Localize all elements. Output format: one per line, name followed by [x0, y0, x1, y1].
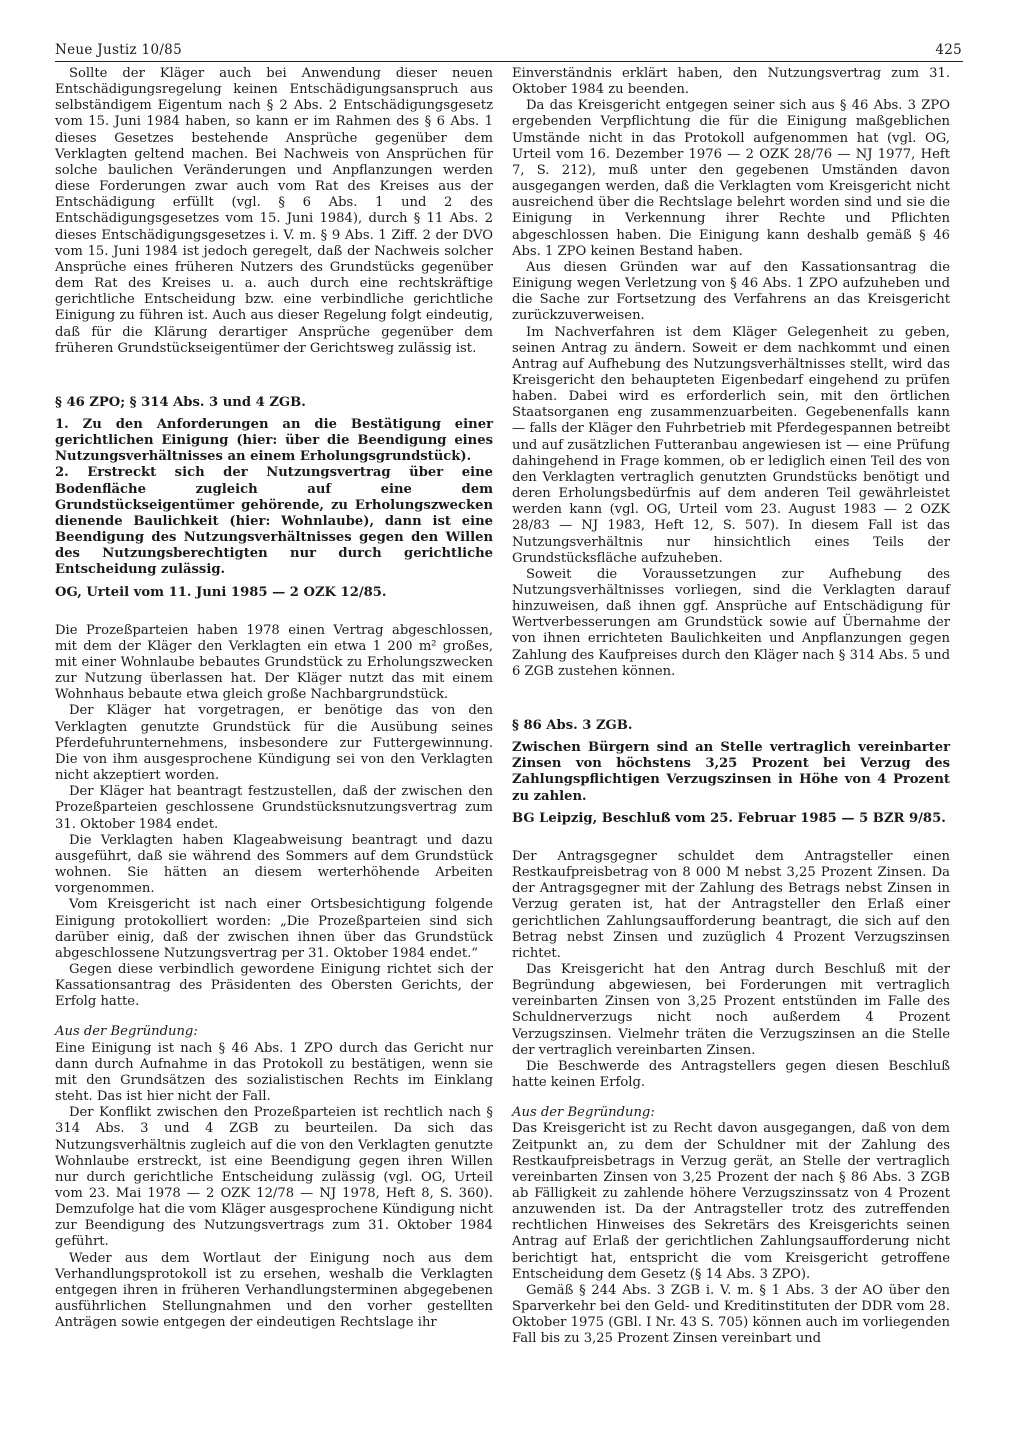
continued-paragraph-5: Soweit die Voraussetzungen zur Aufhebung des Nutzungsverhältnisses vorliegen, sind die Verklagten darauf hinzuweisen, daß ihnen ggf. Ansprüche auf Entschädigung für Wertverbesserungen am Grundstück sowie auf Übernahme der von ihnen errichteten Baulichkeiten und Anpflanzungen gegen Zahlung des Kaufpreises durch den Kläger nach § 314 Abs. 5 und 6 ZGB zustehen können. — [512, 566, 950, 679]
case1-lead-2: 2. Erstreckt sich der Nutzungsvertrag über eine Bodenfläche zugleich auf eine dem Grundstückseigentümer gehörende, zu Erholungszwecken dienende Baulichkeit (hier: Wohnlaube), dann ist eine Beendigung des Nutzungsverhältnisses gegen den Willen des Nutzungsberechtigten nur durch gerichtliche Entscheidung zulässig. — [55, 465, 493, 578]
reasons2-heading: Aus der Begründung: — [512, 1105, 655, 1121]
right-column — [512, 66, 950, 1348]
facts-paragraph-5: Vom Kreisgericht ist nach einer Ortsbesichtigung folgende Einigung protokolliert worden: „Die Prozeßparteien sind sich darüber einig, daß der zwischen ihnen über das Grundstück abgeschlossene Nutzungsvertrag per 31. Oktober 1984 endet.“ — [55, 897, 493, 961]
reasons2-paragraph-1: Das Kreisgericht ist zu Recht davon ausgegangen, daß von dem Zeitpunkt an, zu dem der Schuldner mit der Zahlung des Restkaufpreisbetrags in Verzug gerät, an Stelle der vertraglich vereinbarten Zinsen von 3,25 Prozent der nach § 86 Abs. 3 ZGB ab Fälligkeit zu zahlende höhere Verzugszinssatz von 4 Prozent anzuwenden ist. Da der Antragsteller trotz des zutreffenden rechtlichen Hinweises des Sekretärs des Kreisgerichts seinen Antrag auf Erlaß der gerichtlichen Zahlungsaufforderung nicht berichtigt hat, entspricht die vom Kreisgericht getroffene Entscheidung dem Gesetz (§ 14 Abs. 3 ZPO). — [512, 1121, 950, 1282]
continued-paragraph-4: Im Nachverfahren ist dem Kläger Gelegenheit zu geben, seinen Antrag zu ändern. Soweit er dem nachkommt und einen Antrag auf Aufhebung des Nutzungsverhältnisses stellt, wird das Kreisgericht den behaupteten Eigenbedarf eingehend zu prüfen haben. Dabei wird es erforderlich sein, mit den örtlichen Staatsorganen eng zusammenzuarbeiten. Gegebenenfalls kann — falls der Kläger den Fuhrbetrieb mit Pferdegespannen betreibt und auf zusätzlichen Futteranbau angewiesen ist — eine Prüfung dahingehend in Frage kommen, ob er lediglich einen Teil des von den Verklagten vertraglich genutzten Grundstücks benötigt und deren Erholungsbedürfnis auf dem anderen Teil gewährleistet werden kann (vgl. OG, Urteil vom 23. August 1983 — 2 OZK 28/83 — NJ 1983, Heft 12, S. 507). In diesem Fall ist das Nutzungsverhältnis nur hinsichtlich eines Teils der Grundstücksfläche aufzuheben. — [512, 324, 950, 566]
journal-title: Neue Justiz 10/85 — [55, 42, 182, 58]
continued-paragraph-3: Aus diesen Gründen war auf den Kassationsantrag die Einigung wegen Verletzung von § 46 Abs. 1 ZPO aufzuheben und die Sache zur Fortsetzung des Verfahrens an das Kreisgericht zurückzuverweisen. — [512, 259, 950, 324]
reasons-paragraph-3: Weder aus dem Wortlaut der Einigung noch aus dem Verhandlungsprotokoll ist zu ersehen, weshalb die Verklagten entgegen ihren in früheren Verhandlungsterminen abgegebenen ausführlichen Stellungnahmen und den vorher gestellten Anträgen sowie entgegen der eindeutigen Rechtslage ihr — [55, 1250, 493, 1331]
case2-paragraph-2: Das Kreisgericht hat den Antrag durch Beschluß mit der Begründung abgewiesen, bei Forderungen mit vertraglich vereinbarten Zinsen von 3,25 Prozent entstünden im Falle des Schuldnerverzugs nicht noch außerdem 4 Prozent Verzugszinsen. Vielmehr träten die Verzugszinsen an die Stelle der vertraglich vereinbarten Zinsen. — [512, 961, 950, 1058]
case2-heading: § 86 Abs. 3 ZGB. — [512, 717, 633, 733]
facts-paragraph-3: Der Kläger hat beantragt festzustellen, daß der zwischen den Prozeßparteien geschlossene Grundstücksnutzungsvertrag zum 31. Oktober 1984 endet. — [55, 784, 493, 832]
case2-lead: Zwischen Bürgern sind an Stelle vertraglich vereinbarter Zinsen von höchstens 3,25 Prozent bei Verzug des Zahlungspflichtigen Verzugszinsen in Höhe von 4 Prozent zu zahlen. — [512, 740, 950, 804]
facts-paragraph-2: Der Kläger hat vorgetragen, er benötige das von den Verklagten genutzte Grundstück für die Ausübung seines Pferdefuhrunternehmens, insbesondere zur Futtergewinnung. Die von ihm ausgesprochene Kündigung sei von den Verklagten nicht akzeptiert worden. — [55, 703, 493, 784]
reasons2-paragraph-2: Gemäß § 244 Abs. 3 ZGB i. V. m. § 1 Abs. 3 der AO über den Sparverkehr bei den Geld- und Kreditinstituten der DDR vom 28. Oktober 1975 (GBl. I Nr. 43 S. 705) können auch im vorliegenden Fall bis zu 3,25 Prozent Zinsen vereinbart und — [512, 1282, 950, 1347]
case2-paragraph-1: Der Antragsgegner schuldet dem Antragsteller einen Restkaufpreisbetrag von 8 000 M nebst 3,25 Prozent Zinsen. Da der Antragsgegner mit der Zahlung des Betrags nebst Zinsen in Verzug geraten ist, hat der Antragsteller den Erlaß einer gerichtlichen Zahlungsaufforderung beantragt, die sich auf den Betrag nebst Zinsen und zuzüglich 4 Prozent Verzugszinsen richtet. — [512, 848, 950, 961]
intro-paragraph: Sollte der Kläger auch bei Anwendung dieser neuen Entschädigungsregelung keinen Entschädigungsanspruch aus selbständigem Eigentum nach § 2 Abs. 2 Entschädigungsgesetz vom 15. Juni 1984 haben, so kann er im Rahmen des § 6 Abs. 1 dieses Gesetzes bestehende Ansprüche gegenüber dem Verklagten geltend machen. Bei Nachweis von Ansprüchen für solche baulichen Veränderungen und Anpflanzungen werden diese Forderungen zwar auch vom Rat des Kreises aus der Entschädigung erfüllt (vgl. § 6 Abs. 1 und 2 des Entschädigungsgesetzes vom 15. Juni 1984), durch § 11 Abs. 2 dieses Entschädigungsgesetzes i. V. m. § 9 Abs. 1 Ziff. 2 der DVO vom 15. Juni 1984 ist jedoch geregelt, daß der Nachweis solcher Ansprüche eines früheren Nutzers des Grundstücks gegenüber dem Rat des Kreises u. a. auch durch eine rechtskräftige gerichtliche Entscheidung bzw. eine verbindliche gerichtliche Einigung zu führen ist. Auch aus dieser Regelung folgt eindeutig, daß für die Klärung derartiger Ansprüche gegenüber dem früheren Grundstückseigentümer der Gerichtsweg zulässig ist. — [55, 66, 493, 356]
facts-paragraph-1: Die Prozeßparteien haben 1978 einen Vertrag abgeschlossen, mit dem der Kläger den Verklagten ein etwa 1 200 m² großes, mit einer Wohnlaube bebautes Grundstück zu Erholungszwecken zur Nutzung überlassen hat. Der Kläger nutzt das mit einem Wohnhaus bebaute etwa gleich große Nachbargrundstück. — [55, 622, 493, 703]
reasons-paragraph-1: Eine Einigung ist nach § 46 Abs. 1 ZPO durch das Gericht nur dann durch Aufnahme in das Protokoll zu bestätigen, wenn sie mit den Grundsätzen des sozialistischen Rechts im Einklang steht. Das ist hier nicht der Fall. — [55, 1040, 493, 1105]
reasons-heading: Aus der Begründung: — [55, 1024, 198, 1040]
case1-lead-1: 1. Zu den Anforderungen an die Bestätigung einer gerichtlichen Einigung (hier: über die Beendigung eines Nutzungsverhältnisses an einem Erholungsgrundstück). — [55, 416, 493, 465]
case1-heading: § 46 ZPO; § 314 Abs. 3 und 4 ZGB. — [55, 394, 306, 410]
case2-paragraph-3: Die Beschwerde des Antragstellers gegen diesen Beschluß hatte keinen Erfolg. — [512, 1058, 950, 1091]
continued-paragraph-1: Einverständnis erklärt haben, den Nutzungsvertrag zum 31. Oktober 1984 zu beenden. — [512, 66, 950, 98]
facts-paragraph-6: Gegen diese verbindlich gewordene Einigung richtet sich der Kassationsantrag des Präsidenten des Obersten Gerichts, der Erfolg hatte. — [55, 961, 493, 1010]
facts-paragraph-4: Die Verklagten haben Klageabweisung beantragt und dazu ausgeführt, daß sie während des Sommers auf dem Grundstück wohnen. Sie hätten an diesem werterhöhende Arbeiten vorgenommen. — [55, 832, 493, 897]
continued-paragraph-2: Da das Kreisgericht entgegen seiner sich aus § 46 Abs. 3 ZPO ergebenden Verpflichtung die für die Einigung maßgeblichen Umstände nicht in das Protokoll aufgenommen hat (vgl. OG, Urteil vom 16. Dezember 1976 — 2 OZK 28/76 — NJ 1977, Heft 7, S. 212), muß unter den gegebenen Umständen davon ausgegangen werden, daß die Verklagten vom Kreisgericht nicht ausreichend über die Rechtslage belehrt worden sind und sie die Einigung in Verkennung ihrer Rechte und Pflichten abgeschlossen haben. Die Einigung kann deshalb gemäß § 46 Abs. 1 ZPO keinen Bestand haben. — [512, 98, 950, 259]
header-rule — [55, 61, 963, 62]
case2-court: BG Leipzig, Beschluß vom 25. Februar 1985 — 5 BZR 9/85. — [512, 810, 946, 826]
page-number: 425 — [935, 42, 962, 58]
case1-court: OG, Urteil vom 11. Juni 1985 — 2 OZK 12/85. — [55, 584, 387, 600]
reasons-paragraph-2: Der Konflikt zwischen den Prozeßparteien ist rechtlich nach § 314 Abs. 3 und 4 ZGB zu beurteilen. Da sich das Nutzungsverhältnis zugleich auf die von den Verklagten genutzte Wohnlaube erstreckt, ist eine Beendigung gegen ihren Willen nur durch gerichtliche Entscheidung zulässig (vgl. OG, Urteil vom 23. Mai 1978 — 2 OZK 12/78 — NJ 1978, Heft 8, S. 360). Demzufolge hat die vom Kläger ausgesprochene Kündigung nicht zur Beendigung des Nutzungsvertrags zum 31. Oktober 1984 geführt. — [55, 1105, 493, 1250]
left-column — [55, 66, 493, 1331]
